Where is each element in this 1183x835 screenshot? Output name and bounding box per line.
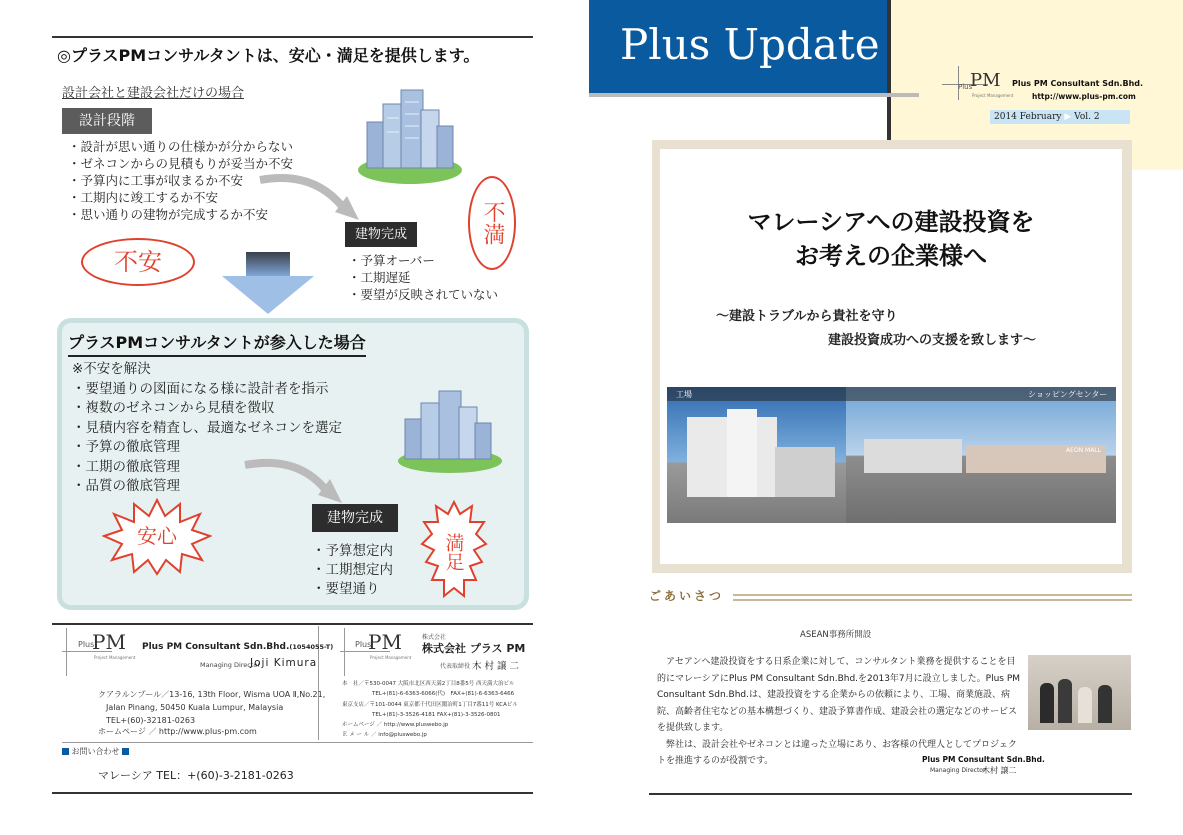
top-rule <box>52 36 533 38</box>
banner-underline <box>589 93 919 97</box>
company-kind: 株式会社 <box>422 634 447 641</box>
dissatisfied-badge: 不満 <box>468 176 516 270</box>
signature-name: 木村 譲二 <box>982 766 1017 775</box>
list-item: ・ゼネコンからの見積もりが妥当か不安 <box>68 156 294 171</box>
footer-rule <box>52 623 533 625</box>
logo-tag: Project Management <box>972 93 1014 98</box>
logo-small-text: Plus <box>355 640 372 649</box>
buildings-illustration <box>355 82 465 187</box>
signature-company: Plus PM Consultant Sdn.Bhd. <box>922 755 1045 764</box>
company-name: 株式会社 プラス PM <box>422 642 526 655</box>
square-icon <box>62 748 69 755</box>
completion-label: 建物完成 <box>312 504 398 532</box>
list-item: ・要望が反映されていない <box>348 287 499 302</box>
list-item: ・設計が思い通りの仕様かが分からない <box>68 139 294 154</box>
arrow-curve-icon <box>255 170 365 230</box>
list-item: ・工期想定内 <box>312 562 393 578</box>
role: 代表取締役 <box>440 663 471 670</box>
photo-caption: ASEAN事務所開設 <box>800 630 872 640</box>
address-block: 本 社／〒530-0047 大阪市北区西天満2丁目8番5号 西天満大治ビル TEL+(81)-6-6363-6066(代) FAX+(81)-6-6363-6466 東京支店／〒101-0044 東京都千代田区鍛冶町1丁目7番11号 KCAビル TEL+(81)-3-3526-4181 FAX+(81)-3-3526-0801 ホームページ ／ http://www.pluswebo.jp Ｅ メ ー ル ／ info@pluswebo.jp <box>342 681 518 739</box>
list-item: ・予算オーバー <box>348 253 435 268</box>
panel-title: プラスPMコンサルタントが参入した場合 <box>68 330 366 357</box>
results-list <box>312 542 393 599</box>
list-item: ・複数のゼネコンから見積を徴収 <box>72 400 275 416</box>
satisfied-badge: 満足 <box>442 533 465 571</box>
logo-small-text: Plus <box>78 640 95 649</box>
pm-logo: PM <box>92 630 126 654</box>
pm-logo: PM <box>970 70 1001 91</box>
problems-list <box>348 252 498 303</box>
list-item: ・工期内に竣工するか不安 <box>68 190 219 205</box>
issue-bar: 2014 February ▶ Vol. 2 <box>990 110 1130 124</box>
list-item: ・工期遅延 <box>348 270 411 285</box>
bottom-rule <box>52 792 533 794</box>
list-item: ・要望通り <box>312 581 380 597</box>
list-item: ※不安を解決 <box>72 361 151 377</box>
relief-badge: 安心 <box>137 524 177 548</box>
list-item: ・品質の徹底管理 <box>72 478 180 494</box>
person-name: 木 村 譲 二 <box>472 661 520 672</box>
signature-role: Managing Director <box>930 767 986 774</box>
factory-photo <box>667 387 846 523</box>
company-url[interactable]: http://www.plus-pm.com <box>1032 92 1136 101</box>
banner-title: Plus Update <box>620 20 880 69</box>
list-item: ・思い通りの建物が完成するか不安 <box>68 207 269 222</box>
role: Managing Director <box>200 661 261 669</box>
company-name: Plus PM Consultant Sdn.Bhd.(1054055-T) <box>142 642 334 652</box>
completion-label: 建物完成 <box>345 222 417 247</box>
list-item: ・予算想定内 <box>312 543 393 559</box>
mall-sign: AEON MALL <box>1066 447 1101 454</box>
list-item: ・要望通りの図面になる様に設計者を指示 <box>72 380 329 397</box>
pm-logo: PM <box>368 630 402 654</box>
list-item: ・工期の徹底管理 <box>72 458 180 475</box>
subtitle-line-2: 建設投資成功への支援を致します～ <box>828 333 1037 348</box>
subhead: 設計会社と建設会社だけの場合 <box>62 86 245 101</box>
list-item: ・見積内容を精査し、最適なゼネコンを選定 <box>72 419 342 436</box>
anxiety-badge: 不安 <box>81 238 195 286</box>
photo-label-mall: ショッピングセンター <box>1028 390 1108 399</box>
bottom-rule <box>649 793 1132 795</box>
logo-tag: Project Management <box>370 655 412 660</box>
square-icon <box>122 748 129 755</box>
company-name: Plus PM Consultant Sdn.Bhd. <box>1012 79 1144 88</box>
list-item: ・予算の徹底管理 <box>72 439 180 455</box>
greeting-body: アセアンへ建設投資をする日系企業に対して、コンサルタント業務を提供することを目的にマレーシアにPlus PM Consultant Sdn.Bhd.を2013年7月に設立しました。Plus PM Consultant Sdn.Bhd.は、建設投資をする企業からの依頼により、工場、商業施設、病院、高齢者住宅などの基本構想づくり、建設予算書作成、建設会社の選定などのサービスを提供致します。 弊社は、設計会社やゼネコンとは違った立場にあり、お客様の代理人としてプロジェクトを推進するのが役割です。 <box>657 657 1021 766</box>
homepage-link[interactable]: ホームページ ／ http://www.plus-pm.com <box>98 727 257 736</box>
staff-photo <box>1028 655 1131 730</box>
arrow-down-icon <box>218 252 318 316</box>
inquiry-label: お問い合わせ <box>62 746 129 757</box>
logo-small-text: Plus <box>958 83 973 91</box>
buildings-illustration <box>395 385 505 475</box>
logo-tag: Project Management <box>94 655 136 660</box>
list-item: ・予算内に工事が収まるか不安 <box>68 173 244 188</box>
photo-label-factory: 工場 <box>676 390 692 399</box>
inquiry-tel: マレーシア TEL：+(60)-3-2181-0263 <box>98 769 294 782</box>
address-block: クアラルンプール／13-16, 13th Floor, Wisma UOA Ⅱ,No.21, Jalan Pinang, 50450 Kuala Lumpur, Malaysia TEL+(60)-32181-0263 <box>98 690 326 725</box>
headline: ◎プラスPMコンサルタントは、安心・満足を提供します。 <box>57 46 480 65</box>
person-name: Joji Kimura <box>250 657 318 669</box>
design-stage-label: 設計段階 <box>62 108 152 134</box>
main-title: マレーシアへの建設投資を お考えの企業様へ <box>747 208 1035 270</box>
subtitle-line-1: ～建設トラブルから貴社を守り <box>716 309 898 324</box>
greeting-header: ごあいさつ <box>649 589 725 603</box>
mall-photo <box>846 387 1116 523</box>
